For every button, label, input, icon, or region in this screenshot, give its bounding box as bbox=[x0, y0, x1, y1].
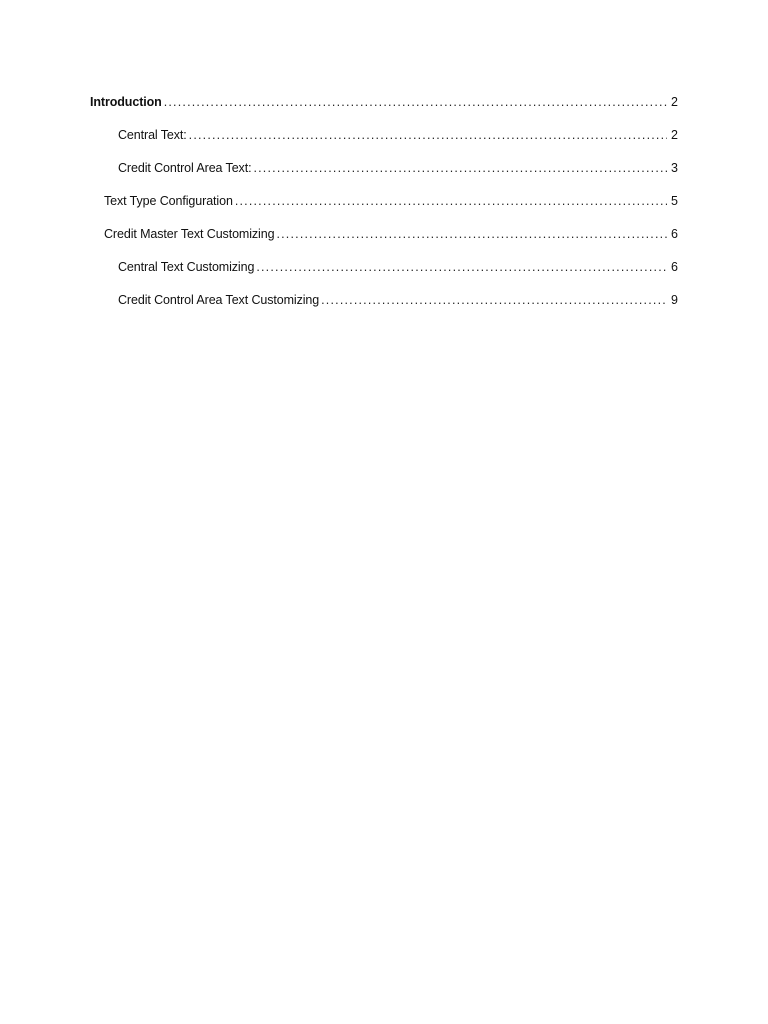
toc-page-number: 3 bbox=[671, 161, 678, 175]
table-of-contents bbox=[90, 92, 678, 323]
toc-page-number: 6 bbox=[671, 227, 678, 241]
toc-dot-leader bbox=[235, 191, 667, 211]
toc-dot-leader bbox=[189, 125, 667, 145]
toc-page-number: 2 bbox=[671, 128, 678, 142]
toc-dot-leader bbox=[164, 92, 667, 112]
toc-entry-introduction[interactable] bbox=[90, 92, 678, 125]
toc-dot-leader bbox=[276, 224, 667, 244]
toc-dot-leader bbox=[253, 158, 667, 178]
toc-entry-title: Central Text: bbox=[118, 128, 187, 142]
toc-entry-title: Credit Master Text Customizing bbox=[104, 227, 275, 241]
toc-entry-central-text[interactable] bbox=[90, 125, 678, 158]
toc-entry-title: Text Type Configuration bbox=[104, 194, 233, 208]
toc-entry-title: Central Text Customizing bbox=[118, 260, 255, 274]
toc-entry-credit-control-area-text[interactable] bbox=[90, 158, 678, 191]
toc-entry-title: Credit Control Area Text: bbox=[118, 161, 252, 175]
toc-dot-leader bbox=[321, 290, 667, 310]
toc-page-number: 2 bbox=[671, 95, 678, 109]
toc-page-number: 6 bbox=[671, 260, 678, 274]
toc-page-number: 5 bbox=[671, 194, 678, 208]
toc-dot-leader bbox=[256, 257, 667, 277]
toc-entry-credit-control-area-text-customizing[interactable] bbox=[90, 290, 678, 323]
toc-entry-text-type-configuration[interactable] bbox=[90, 191, 678, 224]
toc-entry-title: Introduction bbox=[90, 95, 162, 109]
toc-page-number: 9 bbox=[671, 293, 678, 307]
toc-entry-central-text-customizing[interactable] bbox=[90, 257, 678, 290]
toc-entry-credit-master-text-customizing[interactable] bbox=[90, 224, 678, 257]
toc-entry-title: Credit Control Area Text Customizing bbox=[118, 293, 320, 307]
